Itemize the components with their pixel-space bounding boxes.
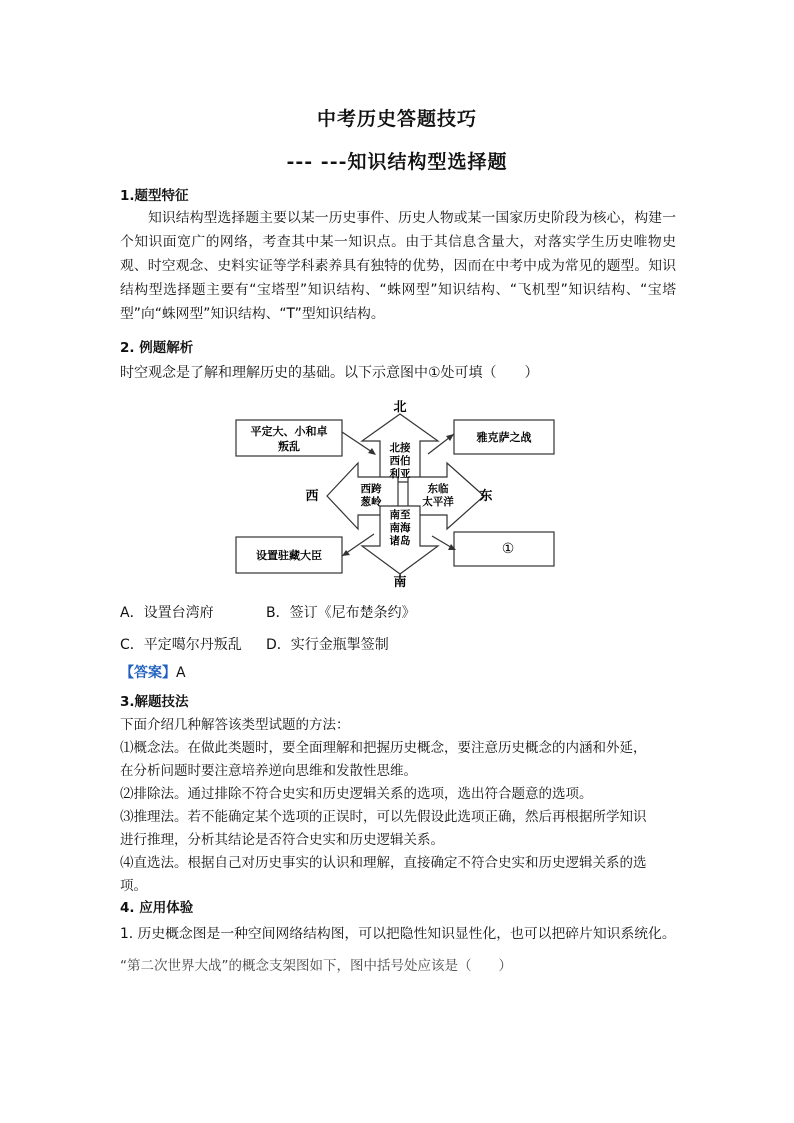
label-east: 东 — [479, 489, 493, 504]
answer-value: A — [176, 665, 186, 681]
section1-heading: 1.题型特征 — [120, 188, 189, 204]
option-a: A．设置台湾府 — [120, 605, 214, 621]
section3-heading: 3.解题技法 — [120, 694, 189, 710]
section2-heading: 2. 例题解析 — [120, 340, 194, 356]
arrow-east-line2: 太平洋 — [422, 496, 454, 508]
page-title: 中考历史答题技巧 — [316, 108, 477, 130]
label-south: 南 — [393, 575, 407, 588]
method-line: ⑵排除法。通过排除不符合史实和历史逻辑关系的选项，选出符合题意的选项。 — [120, 786, 593, 802]
box-top-right-text: 雅克萨之战 — [476, 431, 532, 444]
arrow-south-line1: 南至 — [389, 509, 411, 521]
page-subtitle: --- ---知识结构型选择题 — [286, 151, 508, 173]
arrow-west-line1: 西跨 — [360, 483, 382, 495]
section4-heading: 4. 应用体验 — [120, 900, 194, 916]
method-line: 进行推理，分析其结论是否符合史实和历史逻辑关系。 — [120, 832, 444, 848]
arrow-north-line3: 利亚 — [389, 468, 411, 480]
method-line: ⑷直选法。根据自己对历史事实的认识和理解，直接确定不符合史实和历史逻辑关系的选 — [120, 855, 647, 871]
application-question: 1. 历史概念图是一种空间网络结构图，可以把隐性知识显性化，也可以把碎片知识系统化。 — [120, 926, 676, 942]
arrow-south-line2: 南海 — [389, 522, 411, 534]
label-west: 西 — [305, 489, 319, 504]
section1-paragraph: 知识结构型选择题主要以某一历史事件、历史人物或某一国家历史阶段为核心，构建一个知识面宽广的网络，考查其中某一知识点。由于其信息含量大，对落实学生历史唯物史观、时空观念、史料实证等学科素养具有独特的优势，因而在中考中成为常见的题型。知识结构型选择题主要有“宝塔型”知识结构、“蛛网型”知识结构、“飞机型”知识结构、“宝塔型”向“蛛网型”知识结构、“T”型知识结构。 — [120, 210, 676, 322]
arrow-north-line2: 西伯 — [389, 455, 411, 467]
method-line: 项。 — [120, 878, 147, 894]
compass-diagram — [232, 396, 562, 588]
option-c: C．平定噶尔丹叛乱 — [120, 637, 242, 653]
label-north: 北 — [393, 400, 407, 415]
connector-nw-head — [368, 448, 376, 455]
option-b: B．签订《尼布楚条约》 — [266, 605, 416, 621]
connector-nw — [342, 432, 372, 452]
arrow-west-line2: 葱岭 — [360, 496, 382, 508]
arrow-south-line3: 诸岛 — [389, 535, 411, 547]
application-question-continued: “第二次世界大战”的概念支架图如下，图中括号处应该是（ ） — [120, 958, 512, 974]
answer-line — [120, 662, 186, 685]
method-line: ⑴概念法。在做此类题时，要全面理解和把握历史概念，要注意历史概念的内涵和外延， — [120, 740, 647, 756]
arrow-north-line1: 北接 — [389, 442, 411, 454]
arrow-east-line1: 东临 — [427, 483, 449, 495]
method-line: ⑶推理法。若不能确定某个选项的正误时，可以先假设此选项正确，然后再根据所学知识 — [120, 809, 647, 825]
blank-marker: ① — [501, 541, 515, 557]
answer-label: 【答案】 — [120, 665, 176, 681]
box-top-left-line1: 平定大、小和卓 — [250, 425, 328, 438]
example-question: 时空观念是了解和理解历史的基础。以下示意图中①处可填（ ） — [120, 365, 539, 381]
box-bottom-left-text: 设置驻藏大臣 — [256, 549, 322, 562]
section3-intro: 下面介绍几种解答该类型试题的方法： — [120, 717, 350, 733]
box-top-left-line2: 叛乱 — [278, 440, 300, 453]
method-line: 在分析问题时要注意培养逆向思维和发散性思维。 — [120, 763, 417, 779]
option-d: D．实行金瓶掣签制 — [266, 637, 389, 653]
